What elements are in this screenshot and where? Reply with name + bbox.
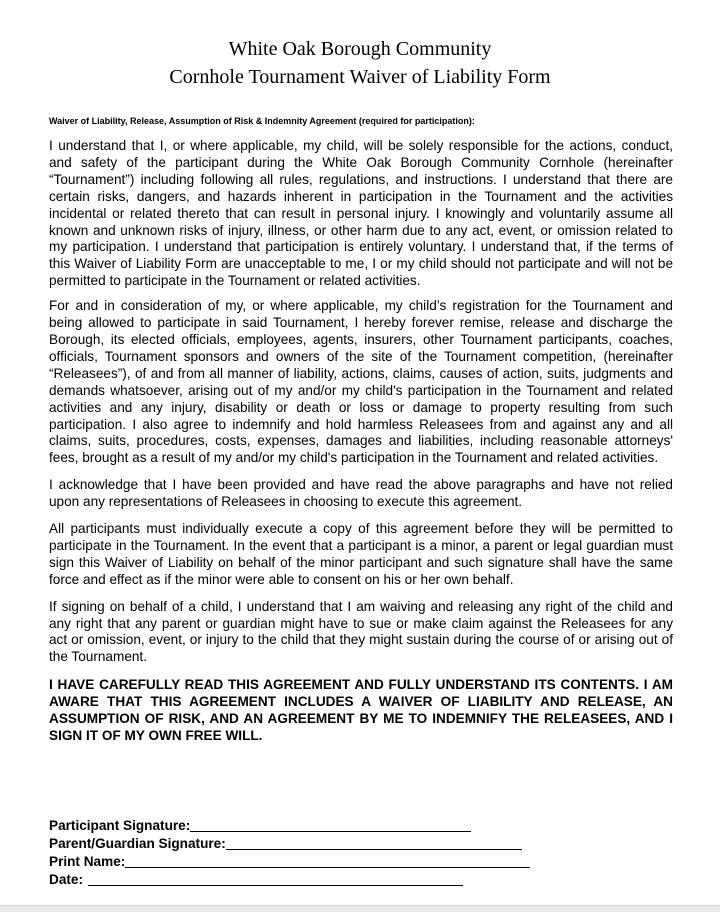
guardian-signature-row [49,835,569,853]
date-label: Date: [49,872,83,887]
acknowledgement-statement: I HAVE CAREFULLY READ THIS AGREEMENT AND FULLY UNDERSTAND ITS CONTENTS. I AM AWARE THAT THIS AGREEMENT INCLUDES A WAIVER OF LIABILITY AND RELEASE, AN ASSUMPTION OF RISK, AND AN AGREEMENT BY ME TO INDEMNIFY THE RELEASEES, AND I SIGN IT OF MY OWN FREE WILL. [49,677,673,744]
guardian-signature-label: Parent/Guardian Signature: [49,836,226,851]
waiver-subheading: Waiver of Liability, Release, Assumption of Risk & Indemnity Agreement (required for participation): [49,116,475,126]
signature-block [49,817,569,889]
participant-signature-label: Participant Signature: [49,818,191,833]
document-title-line-2: Cornhole Tournament Waiver of Liability Form [169,66,551,88]
date-line[interactable] [88,871,463,886]
print-name-row [49,853,569,871]
waiver-body [49,138,673,744]
paragraph-child-waiver: If signing on behalf of a child, I understand that I am waiving and releasing any right of the child and any right that any parent or guardian might have to sue or make claim against the Releasees for any act or omission, event, or injury to the child that they might sustain during the course of or arising out of the Tournament. [49,598,673,665]
guardian-signature-line[interactable] [226,835,522,850]
participant-signature-row [49,817,569,835]
page-bottom-edge [0,905,720,912]
print-name-line[interactable] [125,853,530,868]
document-title-line-1: White Oak Borough Community [228,38,492,60]
participant-signature-line[interactable] [190,817,471,832]
paragraph-release: For and in consideration of my, or where applicable, my child’s registration for the Tournament and being allowed to participate in said Tournament, I hereby forever remise, release and discharge the Borough, its elected officials, employees, agents, insurers, other Tournament participants, coaches, officials, Tournament sponsors and owners of the site of the Tournament competition, (hereinafter “Releasees”), of and from all manner of liability, actions, claims, causes of action, suits, judgments and demands whatsoever, arising out of my and/or my child's participation in the Tournament and related activities and any injury, disability or death or loss or damage to property resulting from such participation. I also agree to indemnify and hold harmless Releasees from and against any and all claims, suits, procedures, costs, expenses, damages and liabilities, including reasonable attorneys' fees, brought as a result of my and/or my child's participation in the Tournament and related activities. [49,298,673,466]
date-row [49,871,569,889]
paragraph-responsibility: I understand that I, or where applicable, my child, will be solely responsible for the actions, conduct, and safety of the participant during the White Oak Borough Community Cornhole (hereinafter “Tournament”) including following all rules, regulations, and instructions. I understand that there are certain risks, dangers, and hazards inherent in participation in the Tournament and the activities incidental or related thereto that can result in personal injury. I knowingly and voluntarily assume all known and unknown risks of injury, illness, or other harm due to any act, event, or omission related to my participation. I understand that participation is entirely voluntary. I understand that, if the terms of this Waiver of Liability Form are unacceptable to me, I or my child should not participate and will not be permitted to participate in the Tournament or related activities. [49,138,673,289]
paragraph-execution: All participants must individually execute a copy of this agreement before they will be permitted to participate in the Tournament. In the event that a participant is a minor, a parent or legal guardian must sign this Waiver of Liability on behalf of the minor participant and such signature shall have the same force and effect as if the minor were able to consent on his or her own behalf. [49,521,673,587]
print-name-label: Print Name: [49,854,126,869]
paragraph-acknowledgement: I acknowledge that I have been provided and have read the above paragraphs and have not relied upon any representations of Releasees in choosing to execute this agreement. [49,477,673,510]
